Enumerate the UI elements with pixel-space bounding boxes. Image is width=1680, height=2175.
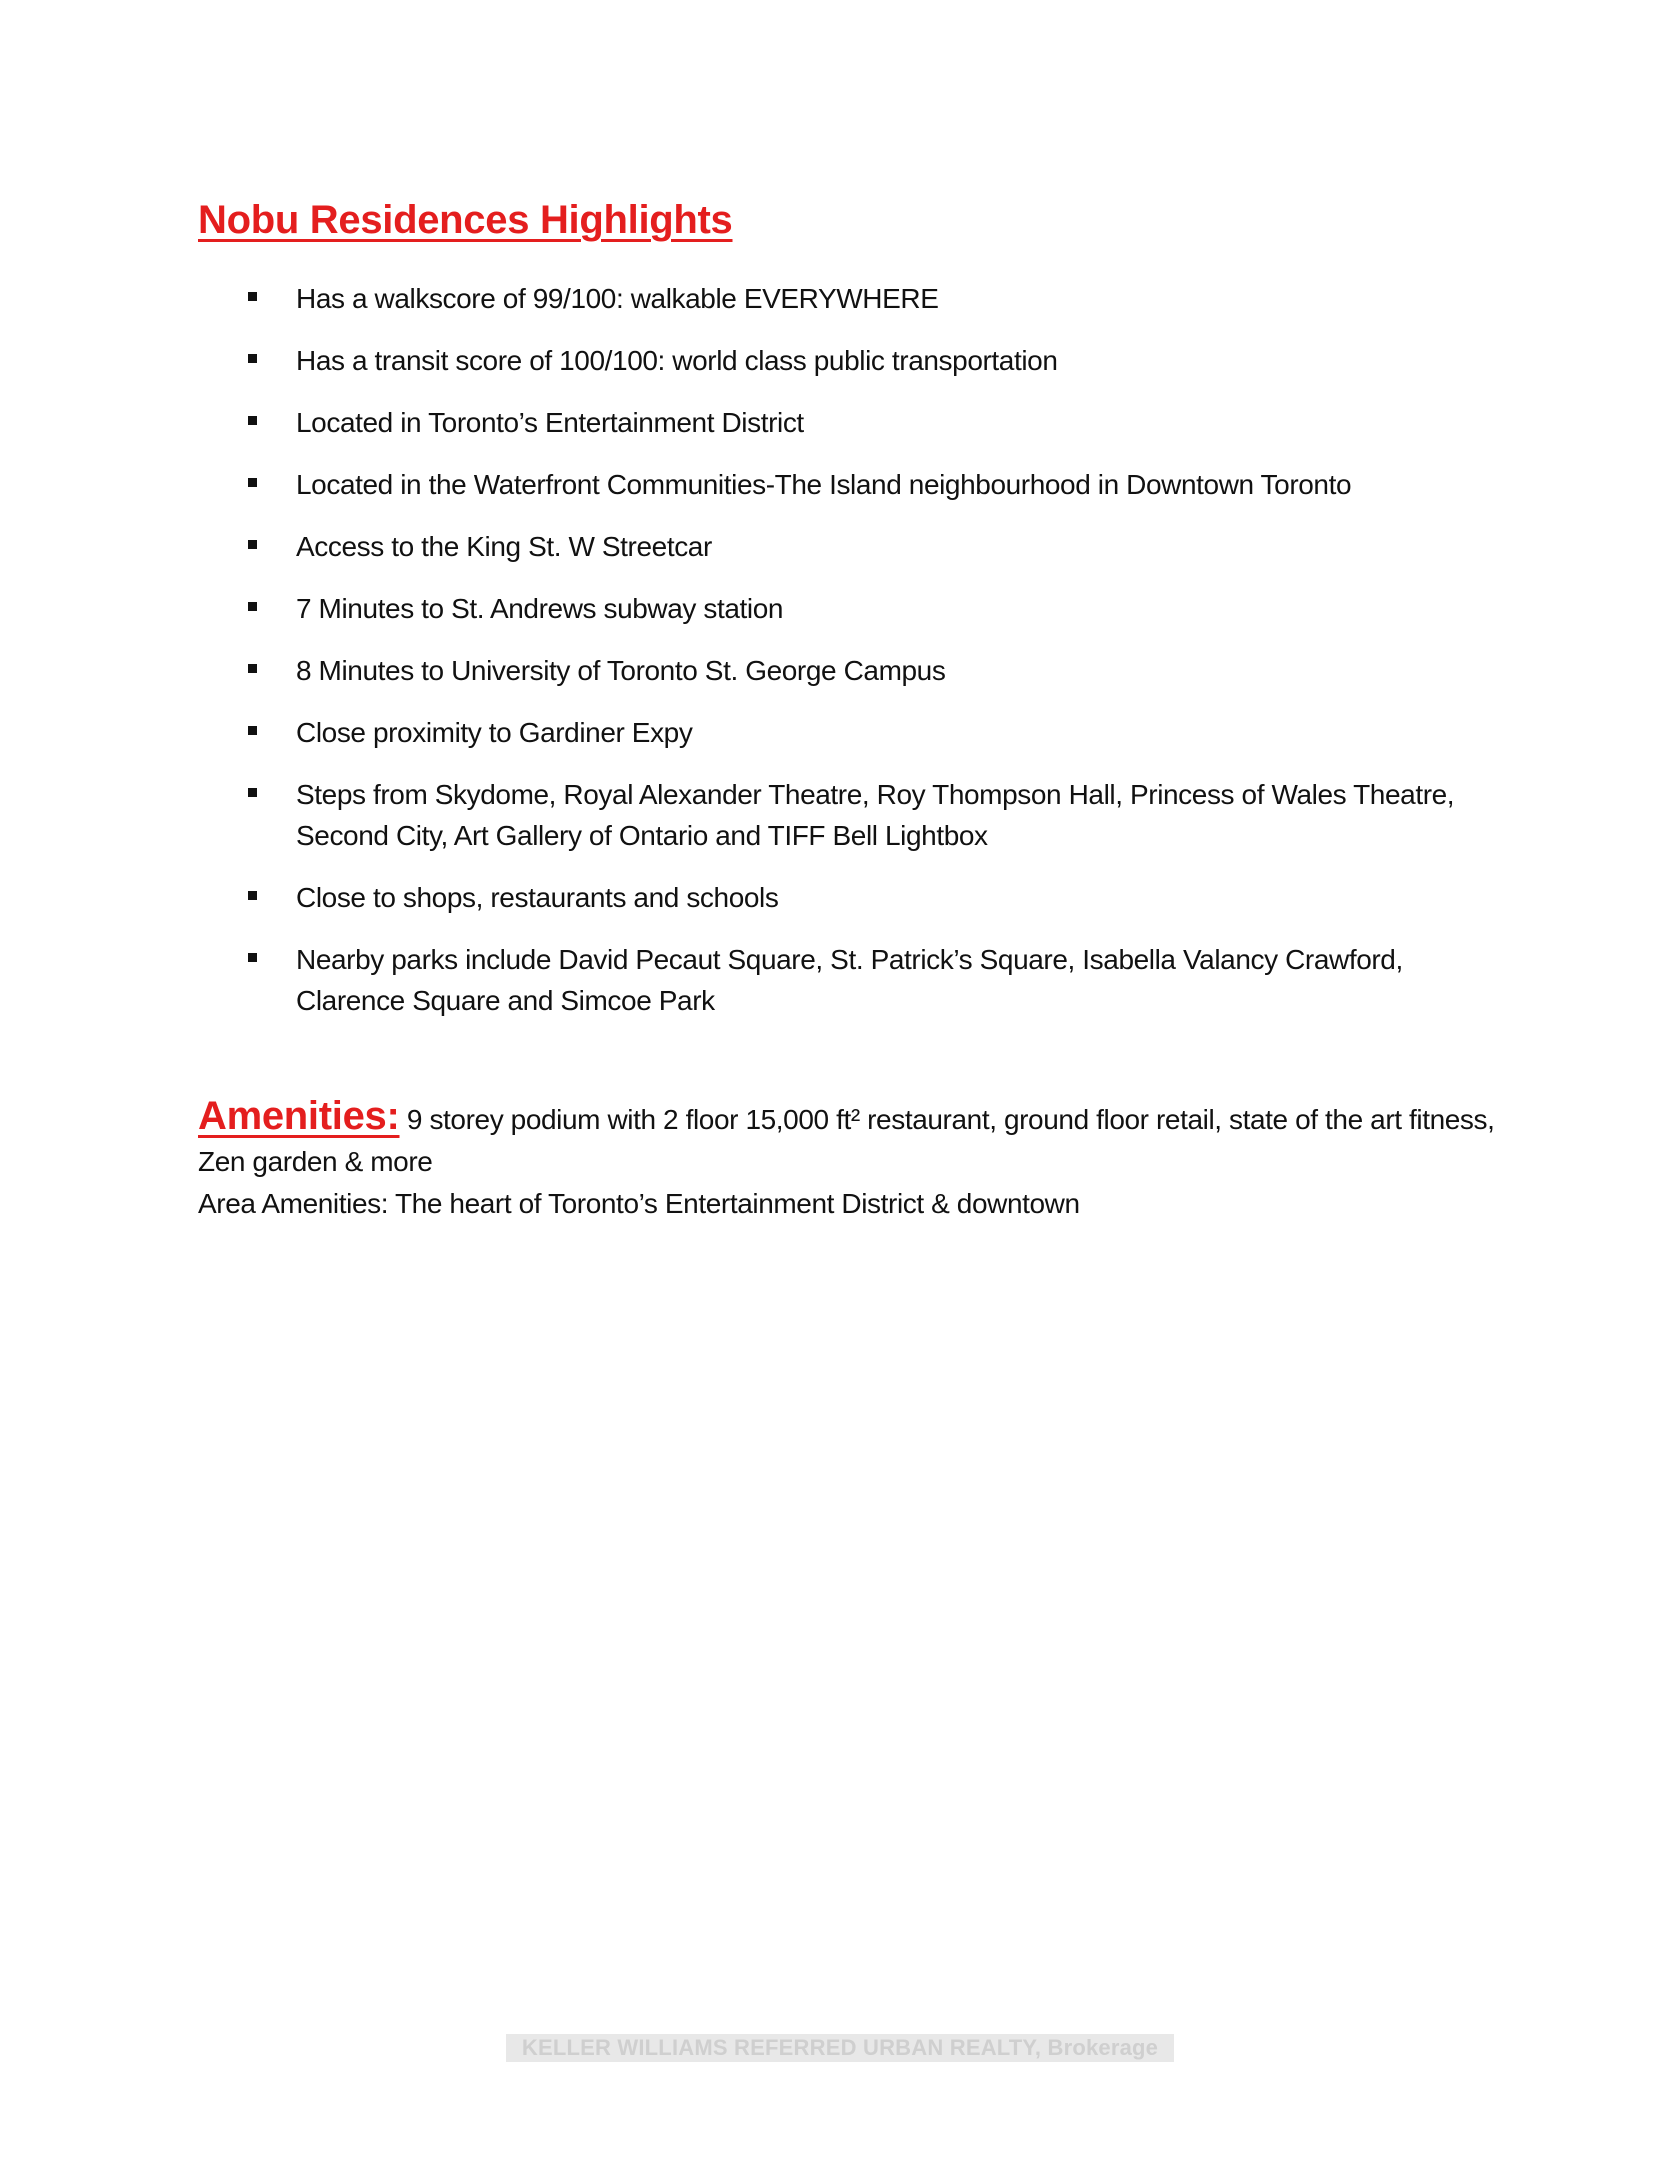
page-title: Nobu Residences Highlights	[198, 198, 733, 242]
highlights-list	[248, 278, 1488, 1042]
list-item-text: Close to shops, restaurants and schools	[296, 882, 779, 913]
square-bullet-icon	[248, 953, 257, 962]
square-bullet-icon	[248, 354, 257, 363]
list-item-text: Has a transit score of 100/100: world class public transportation	[296, 345, 1058, 376]
list-item-text: Close proximity to Gardiner Expy	[296, 717, 693, 748]
list-item-text: Nearby parks include David Pecaut Square, St. Patrick’s Square, Isabella Valancy Crawford, Clarence Square and Simcoe Park	[296, 944, 1403, 1016]
square-bullet-icon	[248, 416, 257, 425]
list-item	[248, 650, 1488, 691]
square-bullet-icon	[248, 292, 257, 301]
list-item	[248, 402, 1488, 443]
amenities-text: 9 storey podium with 2 floor 15,000 ft² restaurant, ground floor retail, state of the art fitness, Zen garden & more	[198, 1104, 1495, 1177]
list-item-text: Access to the King St. W Streetcar	[296, 531, 712, 562]
amenities-section	[198, 1095, 1498, 1225]
list-item-text: Has a walkscore of 99/100: walkable EVERYWHERE	[296, 283, 939, 314]
list-item-text: Located in the Waterfront Communities-The Island neighbourhood in Downtown Toronto	[296, 469, 1352, 500]
square-bullet-icon	[248, 602, 257, 611]
square-bullet-icon	[248, 788, 257, 797]
square-bullet-icon	[248, 891, 257, 900]
list-item-text: 8 Minutes to University of Toronto St. George Campus	[296, 655, 946, 686]
area-amenities-text: Area Amenities: The heart of Toronto’s Entertainment District & downtown	[198, 1188, 1080, 1219]
square-bullet-icon	[248, 478, 257, 487]
list-item-text: 7 Minutes to St. Andrews subway station	[296, 593, 784, 624]
list-item	[248, 774, 1488, 856]
square-bullet-icon	[248, 726, 257, 735]
square-bullet-icon	[248, 540, 257, 549]
list-item	[248, 712, 1488, 753]
list-item-text: Located in Toronto’s Entertainment District	[296, 407, 804, 438]
list-item	[248, 526, 1488, 567]
list-item	[248, 464, 1488, 505]
brokerage-footer: KELLER WILLIAMS REFERRED URBAN REALTY, Brokerage	[506, 2034, 1174, 2062]
square-bullet-icon	[248, 664, 257, 673]
list-item	[248, 877, 1488, 918]
list-item	[248, 939, 1488, 1021]
list-item	[248, 340, 1488, 381]
list-item	[248, 588, 1488, 629]
amenities-heading: Amenities:	[198, 1094, 400, 1138]
list-item-text: Steps from Skydome, Royal Alexander Theatre, Roy Thompson Hall, Princess of Wales Theatre, Second City, Art Gallery of Ontario and TIFF Bell Lightbox	[296, 779, 1455, 851]
list-item	[248, 278, 1488, 319]
